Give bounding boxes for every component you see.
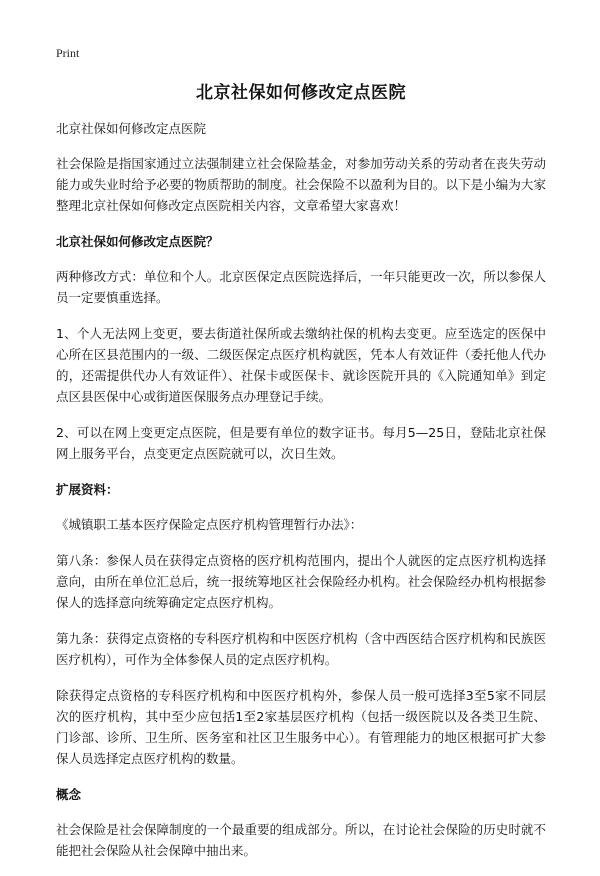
page-title: 北京社保如何修改定点医院	[196, 83, 406, 103]
methods-paragraph: 两种修改方式：单位和个人。北京医保定点医院选择后，一年只能更改一次，所以参保人员一定要慎重选择。	[56, 269, 546, 305]
concept-paragraph: 社会保险是社会保障制度的一个最重要的组成部分。所以，在讨论社会保险的历史时就不能把社会保险从社会保障中抽出来。	[56, 822, 546, 858]
section-heading-concept: 概念	[56, 787, 82, 802]
print-label: Print	[56, 46, 80, 60]
regulation-title: 《城镇职工基本医疗保险定点医疗机构管理暂行办法》：	[56, 517, 363, 532]
article-subtitle: 北京社保如何修改定点医院	[56, 121, 207, 136]
article-body	[56, 118, 546, 876]
intro-paragraph: 社会保险是指国家通过立法强制建立社会保险基金，对参加劳动关系的劳动者在丧失劳动能力或失业时给予必要的物质帮助的制度。社会保险不以盈利为目的。以下是小编为大家整理北京社保如何修改定点医院相关内容，文章希望大家喜欢！	[56, 156, 546, 213]
section-heading-extended: 扩展资料：	[56, 482, 119, 497]
article-9-paragraph: 第九条：获得定点资格的专科医疗机构和中医医疗机构（含中西医结合医疗机构和民族医医疗机构），可作为全体参保人员的定点医疗机构。	[56, 631, 546, 667]
article-9-continued-paragraph: 除获得定点资格的专科医疗机构和中医医疗机构外，参保人员一般可选择3至5家不同层次的医疗机构，其中至少应包括1至2家基层医疗机构（包括一级医院以及各类卫生院、门诊部、诊所、卫生所、医务室和社区卫生服务中心）。有管理能力的地区根据可扩大参保人员选择定点医疗机构的数量。	[56, 688, 546, 766]
item-2-paragraph: 2、可以在网上变更定点医院，但是要有单位的数字证书。每月5—25日，登陆北京社保网上服务平台，点变更定点医院就可以，次日生效。	[56, 425, 546, 461]
article-8-paragraph: 第八条：参保人员在获得定点资格的医疗机构范围内，提出个人就医的定点医疗机构选择意向，由所在单位汇总后，统一报统筹地区社会保险经办机构。社会保险经办机构根据参保人的选择意向统筹确定定点医疗机构。	[56, 553, 546, 610]
section-heading-question: 北京社保如何修改定点医院？	[56, 234, 219, 249]
item-1-paragraph: 1、个人无法网上变更，要去街道社保所或去缴纳社保的机构去变更。应至选定的医保中心所在区县范围内的一级、二级医保定点医疗机构就医，凭本人有效证件（委托他人代办的，还需提供代办人有效证件）、社保卡或医保卡、就诊医院开具的《入院通知单》到定点区县医保中心或街道医保服务点办理登记手续。	[56, 326, 546, 404]
